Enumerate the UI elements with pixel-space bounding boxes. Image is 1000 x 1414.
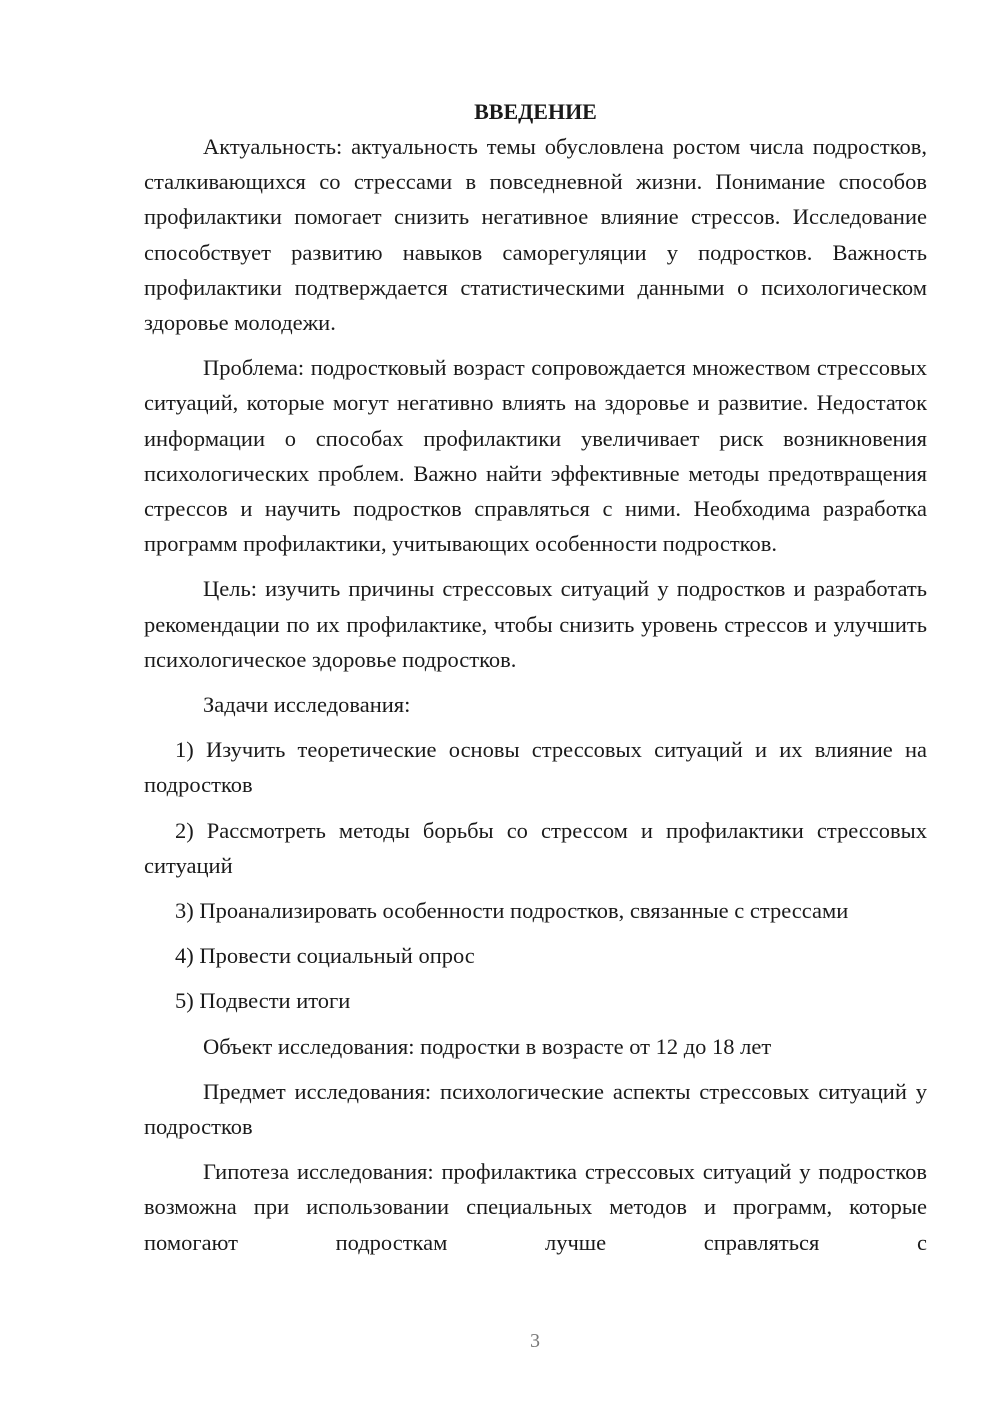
paragraph-relevance: Актуальность: актуальность темы обусловлена ростом числа подростков, сталкивающихся со стрессами в повседневной жизни. Понимание способов профилактики помогает снизить негативное влияние стрессов. Исследование способствует развитию навыков саморегуляции у подростков. Важность профилактики подтверждается статистическими данными о психологическом здоровье молодежи.	[144, 134, 927, 336]
task-item-2: 2) Рассмотреть методы борьбы со стрессом и профилактики стрессовых ситуаций	[144, 817, 927, 878]
task-item-3: 3) Проанализировать особенности подростков, связанные с стрессами	[175, 898, 849, 924]
page-number: 3	[530, 1330, 540, 1352]
paragraph-problem: Проблема: подростковый возраст сопровождается множеством стрессовых ситуаций, которые могут негативно влиять на здоровье и развитие. Недостаток информации о способах профилактики увеличивает риск возникновения психологических проблем. Важно найти эффективные методы предотвращения стрессов и научить подростков справляться с ними. Необходима разработка программ профилактики, учитывающих особенности подростков.	[144, 355, 927, 557]
paragraph-subject: Предмет исследования: психологические аспекты стрессовых ситуаций у подростков	[144, 1078, 927, 1140]
hypothesis-clip	[144, 1154, 927, 1260]
paragraph-object: Объект исследования: подростки в возрасте от 12 до 18 лет	[203, 1033, 772, 1059]
paragraph-goal: Цель: изучить причины стрессовых ситуаций у подростков и разработать рекомендации по их профилактике, чтобы снизить уровень стрессов и улучшить психологическое здоровье подростков.	[144, 576, 927, 672]
paragraph-hypothesis: Гипотеза исследования: профилактика стрессовых ситуаций у подростков возможна при использовании специальных методов и программ, которые помогают подросткам лучше справляться с	[144, 1159, 927, 1255]
task-item-5: 5) Подвести итоги	[175, 988, 351, 1014]
document-body	[144, 94, 927, 1260]
tasks-heading: Задачи исследования:	[203, 692, 411, 718]
section-title: ВВЕДЕНИЕ	[474, 99, 597, 124]
task-item-4: 4) Провести социальный опрос	[175, 943, 475, 969]
task-item-1: 1) Изучить теоретические основы стрессовых ситуаций и их влияние на подростков	[144, 737, 927, 798]
